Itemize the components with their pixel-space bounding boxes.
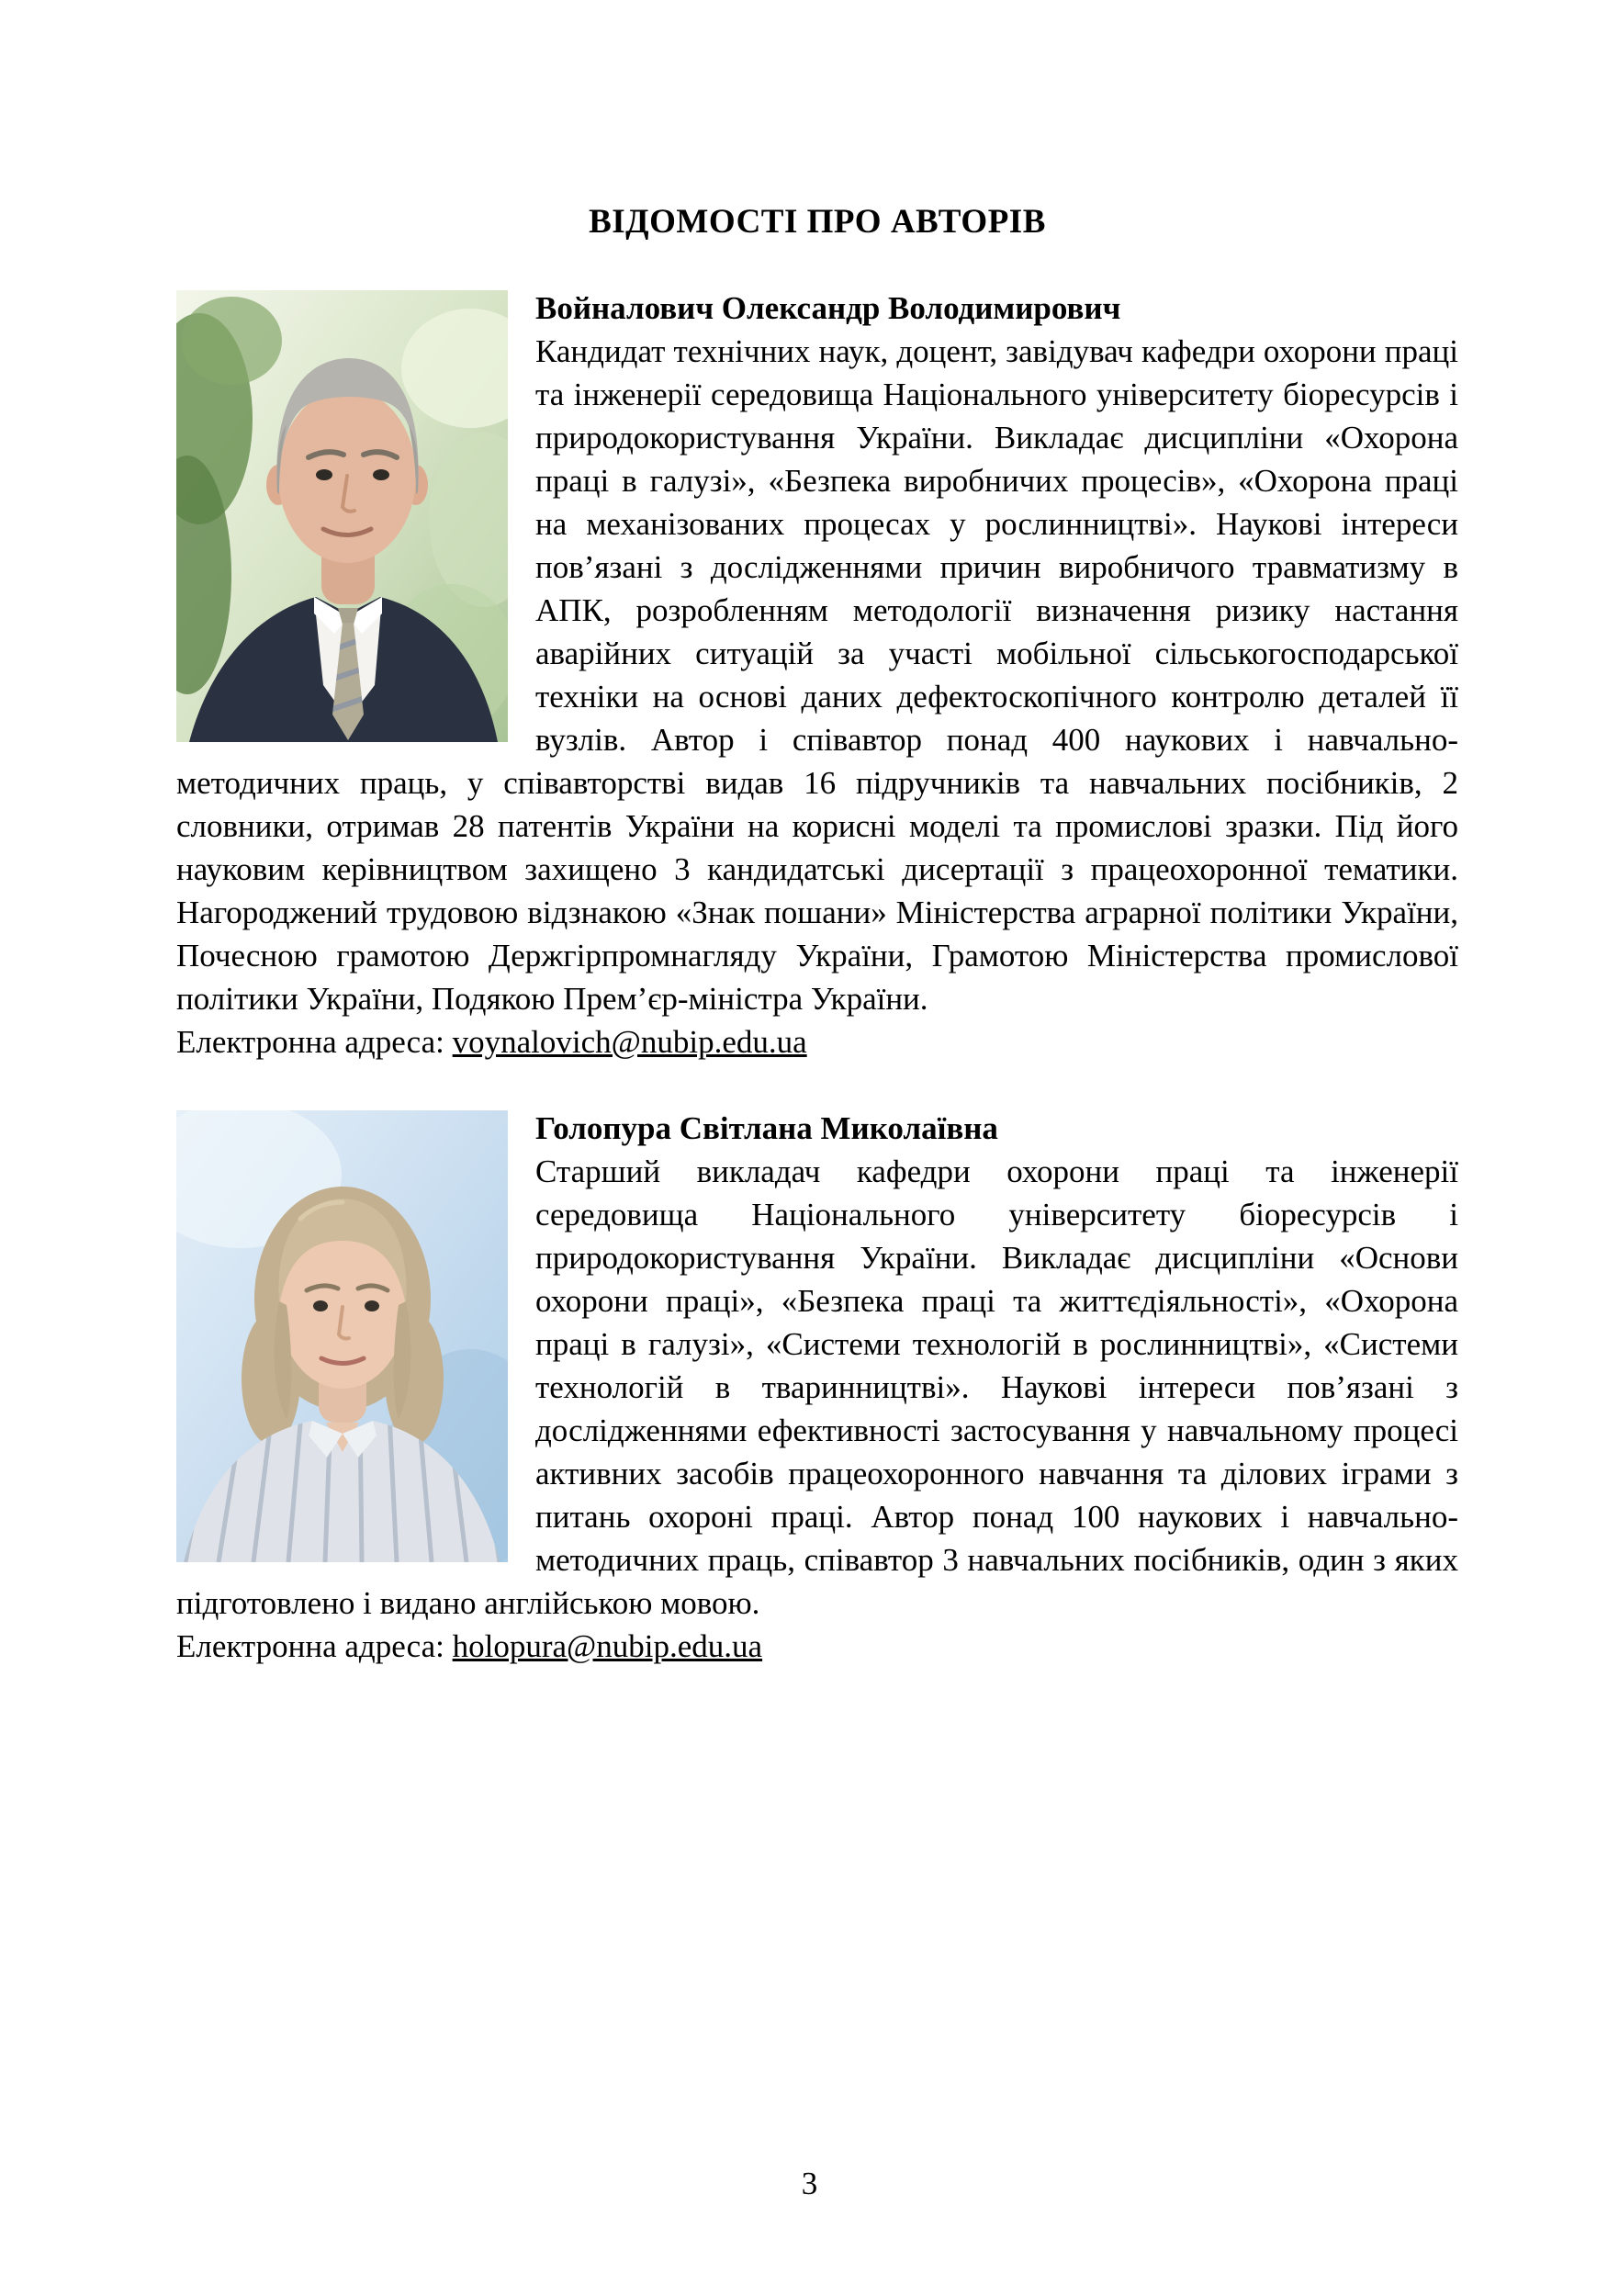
- email-line: [176, 1625, 1458, 1668]
- page-number: 3: [801, 2166, 818, 2201]
- author-name: Войналович Олександр Володимирович: [535, 290, 1121, 326]
- email-link-voynalovich[interactable]: voynalovich@nubip.edu.ua: [452, 1024, 807, 1060]
- author-photo-woman-portrait: [176, 1110, 508, 1562]
- author-section-voynalovich: [176, 287, 1458, 1064]
- email-link-holopura[interactable]: holopura@nubip.edu.ua: [452, 1628, 763, 1664]
- author-photo-man-portrait: [176, 290, 508, 742]
- email-label: Електронна адреса:: [176, 1628, 444, 1664]
- author-bio: Старший викладач кафедри охорони праці та інженерії середовища Національного університету біоресурсів і природокористування України. Викладає дисципліни «Основи охорони праці», «Безпека праці та життєдіяльності», «Охорона праці в галузі», «Системи технологій в рослинництві», «Системи технологій в тваринництві». Наукові інтереси пов’язані з дослідженнями ефективності застосування у навчальному процесі активних засобів працеохоронного навчання та ділових іграми з питань охороні праці. Автор понад 100 наукових і навчально-методичних праць, співавтор 3 навчальних посібників, один з яких підготовлено і видано англійською мовою.: [176, 1154, 1458, 1621]
- author-section-holopura: [176, 1107, 1458, 1668]
- author-bio: Кандидат технічних наук, доцент, завідувач кафедри охорони праці та інженерії середовища Національного університету біоресурсів і природокористування України. Викладає дисципліни «Охорона праці в галузі», «Безпека виробничих процесів», «Охорона праці на механізованих процесах у рослинництві». Наукові інтереси пов’язані з дослідженнями причин виробничого травматизму в АПК, розробленням методології визначення ризику настання аварійних ситуацій за участі мобільної сільськогосподарської техніки на основі даних дефектоскопічного контролю деталей її вузлів. Автор і співавтор понад 400 наукових і навчально-методичних праць, у співавторстві видав 16 підручників та навчальних посібників, 2 словники, отримав 28 патентів України на корисні моделі та промислові зразки. Під його науковим керівництвом захищено 3 кандидатські дисертації з працеохоронної тематики. Нагороджений трудовою відзнакою «Знак пошани» Міністерства аграрної політики України, Почесною грамотою Держгірпромнагляду України, Грамотою Міністерства промислової політики України, Подякою Прем’єр-міністра України.: [176, 333, 1458, 1017]
- email-label: Електронна адреса:: [176, 1024, 444, 1060]
- page-content: [176, 200, 1458, 1668]
- email-line: [176, 1020, 1458, 1064]
- page-title: ВІДОМОСТІ ПРО АВТОРІВ: [589, 203, 1046, 241]
- author-name: Голопура Світлана Миколаївна: [535, 1110, 998, 1146]
